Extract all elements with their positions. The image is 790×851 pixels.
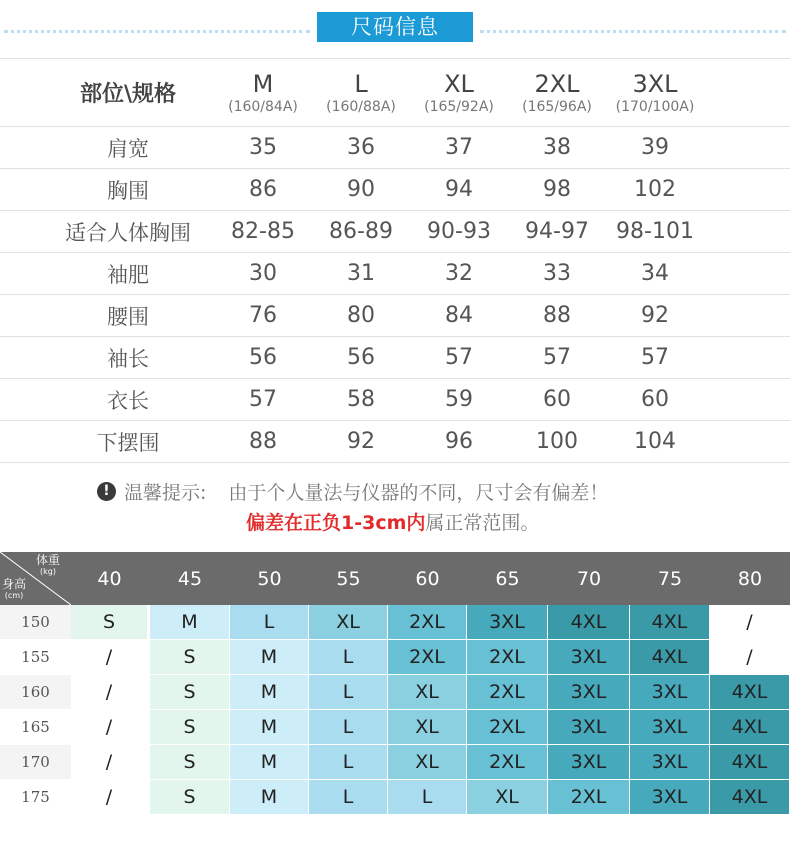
size-recommendation-cell: M [230, 710, 308, 744]
height-value: 165 [0, 710, 71, 744]
size-table-row [0, 253, 790, 295]
size-dims: (165/96A) [522, 98, 592, 115]
section-title: 尺码信息 [317, 12, 473, 42]
size-recommendation-cell: 2XL [467, 710, 547, 744]
measurement-value: 96 [445, 429, 473, 454]
weight-value: 45 [177, 567, 203, 590]
size-recommendation-cell: 3XL [548, 675, 629, 709]
height-row [0, 640, 790, 675]
measurement-value: 94 [445, 177, 473, 202]
size-dims: (160/84A) [228, 98, 298, 115]
size-recommendation-cell: 2XL [467, 745, 547, 779]
height-row [0, 745, 790, 780]
size-table-row [0, 337, 790, 379]
weight-label: 体重 [36, 553, 61, 567]
measurement-value: 36 [347, 135, 375, 160]
exclamation-icon: ! [97, 482, 116, 501]
size-recommendation-cell: 4XL [710, 780, 789, 814]
size-recommendation-cell: 2XL [388, 605, 466, 639]
measurement-value: 104 [634, 429, 676, 454]
height-value: 175 [0, 780, 71, 814]
measurement-value: 88 [249, 429, 277, 454]
size-recommendation-cell: L [309, 640, 387, 674]
measurement-value: 90-93 [427, 219, 491, 244]
size-recommendation-cell: 3XL [630, 710, 709, 744]
size-recommendation-cell: L [309, 745, 387, 779]
size-recommendation-cell: L [309, 675, 387, 709]
tip-highlight: 偏差在正负1-3cm内 [246, 512, 426, 534]
weight-value: 80 [737, 567, 763, 590]
weight-value: 40 [97, 567, 122, 590]
measurement-value: 92 [641, 303, 669, 328]
size-table-body [0, 127, 790, 463]
measurement-value: 56 [249, 345, 277, 370]
measurement-value: 98 [543, 177, 571, 202]
size-name: 3XL [632, 69, 678, 98]
size-recommendation-cell: XL [467, 780, 547, 814]
size-recommendation-cell: S [150, 745, 229, 779]
size-name: 2XL [534, 69, 580, 98]
height-label: 身高 [2, 577, 27, 591]
size-table-row [0, 211, 790, 253]
measurement-value: 39 [641, 135, 669, 160]
measurement-value: 33 [543, 261, 571, 286]
size-recommendation-cell: / [71, 780, 147, 814]
measurement-value: 59 [445, 387, 473, 412]
size-recommendation-cell: / [71, 640, 147, 674]
size-recommendation-cell: 4XL [710, 745, 789, 779]
size-recommendation-cell: 3XL [548, 745, 629, 779]
measurement-value: 32 [445, 261, 473, 286]
title-banner [0, 12, 790, 42]
tip-line [97, 478, 608, 505]
size-recommendation-cell: 3XL [630, 675, 709, 709]
measurement-value: 30 [249, 261, 277, 286]
measurement-value: 60 [641, 387, 669, 412]
size-recommendation-cell: L [388, 780, 466, 814]
size-table-row [0, 295, 790, 337]
measurement-value: 35 [249, 135, 277, 160]
part-label: 下摆围 [96, 430, 160, 455]
size-recommendation-cell: 4XL [710, 675, 789, 709]
size-recommendation-cell: 2XL [388, 640, 466, 674]
size-table-row [0, 127, 790, 169]
height-unit: (cm) [4, 591, 24, 600]
height-row [0, 710, 790, 745]
size-recommendation-cell: 3XL [548, 640, 629, 674]
measurement-value: 90 [347, 177, 375, 202]
size-dims: (165/92A) [424, 98, 494, 115]
part-label: 袖肥 [107, 262, 149, 287]
size-recommendation-cell: M [230, 780, 308, 814]
height-value: 150 [0, 605, 71, 639]
height-row [0, 780, 790, 815]
size-table-header [0, 59, 790, 127]
weight-unit: (kg) [40, 567, 56, 576]
measurement-value: 57 [445, 345, 473, 370]
size-header-l [311, 59, 411, 126]
size-spec-table [0, 58, 790, 463]
size-recommendation-cell: M [230, 640, 308, 674]
size-name: L [354, 69, 368, 98]
part-label: 适合人体胸围 [65, 220, 191, 245]
size-recommendation-cell: S [150, 710, 229, 744]
weight-value: 50 [257, 567, 282, 590]
measurement-value: 60 [543, 387, 571, 412]
height-value: 155 [0, 640, 71, 674]
tip-rest: 属正常范围。 [425, 512, 540, 534]
size-recommendation-cell: XL [388, 745, 466, 779]
size-table-row [0, 169, 790, 211]
weight-value: 55 [336, 567, 361, 590]
measurement-value: 34 [641, 261, 669, 286]
size-recommendation-cell: S [150, 640, 229, 674]
measurement-value: 31 [347, 261, 375, 286]
size-recommendation-cell: 2XL [548, 780, 629, 814]
measurement-value: 37 [445, 135, 473, 160]
height-value: 160 [0, 675, 71, 709]
measurement-value: 57 [641, 345, 669, 370]
size-recommendation-cell: 3XL [630, 780, 709, 814]
size-header-xl [409, 59, 509, 126]
size-recommendation-cell: XL [388, 710, 466, 744]
size-name: M [252, 69, 274, 98]
measurement-value: 56 [347, 345, 375, 370]
height-row [0, 605, 790, 640]
size-recommendation-cell: L [309, 710, 387, 744]
measurement-value: 57 [249, 387, 277, 412]
size-recommendation-cell: 4XL [630, 605, 709, 639]
measurement-value: 76 [249, 303, 277, 328]
corner-label: 部位\规格 [79, 82, 177, 107]
weight-value: 70 [576, 567, 602, 590]
size-recommendation-cell: 2XL [467, 640, 547, 674]
measurement-value: 84 [445, 303, 473, 328]
measurement-value: 82-85 [231, 219, 295, 244]
measurement-value: 94-97 [525, 219, 589, 244]
corner-label-cell [28, 59, 228, 126]
tip-label: 温馨提示: [124, 482, 207, 504]
weight-axis-label [36, 554, 60, 576]
size-recommendation-cell: S [71, 605, 147, 639]
measurement-value: 88 [543, 303, 571, 328]
measurement-value: 100 [536, 429, 578, 454]
size-recommendation-cell: 4XL [548, 605, 629, 639]
size-recommendation-cell: 3XL [467, 605, 547, 639]
size-recommendation-cell: M [150, 605, 229, 639]
part-label: 肩宽 [107, 136, 149, 161]
size-recommendation-cell: XL [388, 675, 466, 709]
size-recommendation-cell: M [230, 745, 308, 779]
tip-text: 由于个人量法与仪器的不同，尺寸会有偏差！ [228, 482, 609, 504]
size-dims: (170/100A) [615, 98, 695, 115]
tip-line-2 [246, 508, 539, 535]
size-recommendation-cell: / [71, 710, 147, 744]
size-recommendation-cell: 4XL [710, 710, 789, 744]
weight-value: 65 [495, 567, 520, 590]
size-recommendation-cell: 3XL [548, 710, 629, 744]
size-recommendation-cell: M [230, 675, 308, 709]
height-axis-label [2, 578, 26, 600]
measurement-value: 86-89 [329, 219, 393, 244]
measurement-value: 102 [634, 177, 676, 202]
size-table-row [0, 379, 790, 421]
weight-value: 75 [657, 567, 683, 590]
size-recommendation-cell: / [71, 745, 147, 779]
height-value: 170 [0, 745, 71, 779]
measurement-value: 80 [347, 303, 375, 328]
size-recommendation-cell: / [710, 605, 789, 639]
measurement-value: 98-101 [616, 219, 694, 244]
size-header-2xl [507, 59, 607, 126]
size-name: XL [444, 69, 474, 98]
size-header-3xl [605, 59, 705, 126]
height-weight-chart [0, 552, 790, 815]
height-row [0, 675, 790, 710]
size-recommendation-cell: 3XL [630, 745, 709, 779]
size-recommendation-cell: / [710, 640, 789, 674]
measurement-value: 38 [543, 135, 571, 160]
size-recommendation-cell: / [71, 675, 147, 709]
dotted-divider-right [480, 30, 786, 33]
size-recommendation-cell: L [230, 605, 308, 639]
size-dims: (160/88A) [326, 98, 396, 115]
size-recommendation-cell: 4XL [630, 640, 709, 674]
measurement-value: 58 [347, 387, 375, 412]
weight-header-row [0, 552, 790, 605]
size-table-row [0, 421, 790, 463]
part-label: 衣长 [107, 388, 149, 413]
measurement-value: 92 [347, 429, 375, 454]
hw-chart-body [0, 605, 790, 815]
part-label: 袖长 [107, 346, 149, 371]
size-recommendation-cell: L [309, 780, 387, 814]
size-recommendation-cell: S [150, 675, 229, 709]
measurement-value: 57 [543, 345, 571, 370]
measurement-value: 86 [249, 177, 277, 202]
size-recommendation-cell: S [150, 780, 229, 814]
weight-value: 60 [415, 567, 440, 590]
part-label: 腰围 [107, 304, 149, 329]
part-label: 胸围 [107, 178, 149, 203]
size-header-m [213, 59, 313, 126]
dotted-divider-left [4, 30, 310, 33]
size-recommendation-cell: 2XL [467, 675, 547, 709]
size-recommendation-cell: XL [309, 605, 387, 639]
hw-corner-cell [0, 552, 71, 605]
